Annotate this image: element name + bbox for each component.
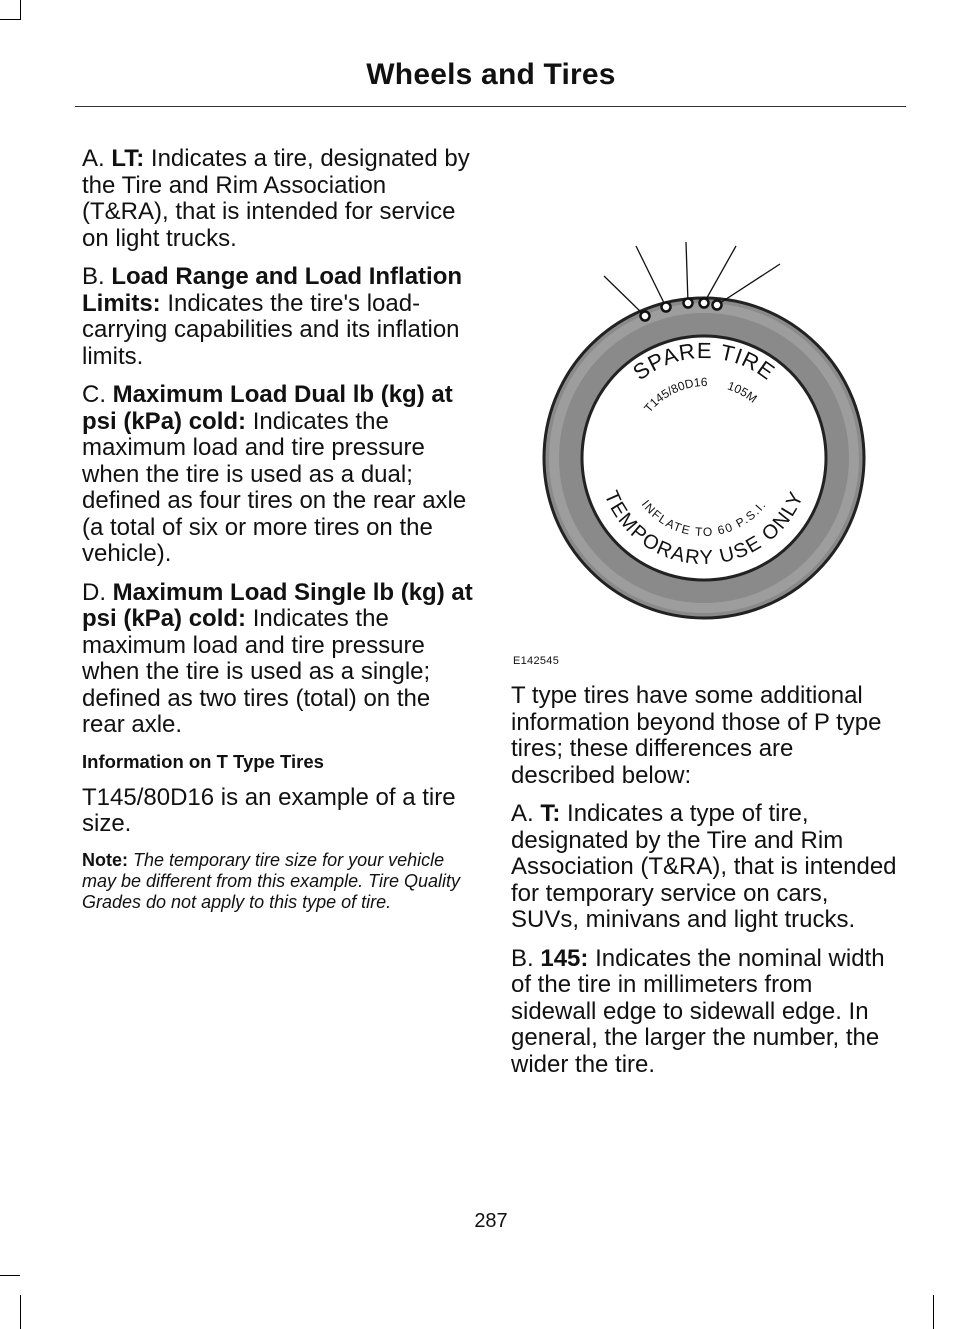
load-index-text: 105M xyxy=(725,378,760,406)
temporary-use-text: TEMPORARY USE ONLY xyxy=(599,487,809,570)
tire-inner-rim xyxy=(582,336,826,580)
section-subheading: Information on T Type Tires xyxy=(82,750,324,772)
definition-item: B. Load Range and Load Inflation Limits: Indicates the tire's load-carrying capabilities and its inflation limits. xyxy=(82,263,463,370)
note: Note: The temporary tire size for your vehicle may be different from this example. Tire Quality Grades do not apply to this type of tire. xyxy=(82,849,460,912)
definition-item: A. LT: Indicates a tire, designated by the Tire and Rim Association (T&RA), that is intended for service on light trucks. xyxy=(82,145,470,252)
crop-mark xyxy=(20,1295,21,1329)
definition-item: A. T: Indicates a type of tire, designated by the Tire and Rim Association (T&RA), that is intended for temporary service on cars, SUVs, minivans and light trucks. xyxy=(511,800,897,933)
spare-tire-text: SPARE TIRE xyxy=(628,337,780,386)
crop-mark xyxy=(933,1295,934,1329)
tire-illustration xyxy=(532,236,876,628)
crop-mark xyxy=(0,19,20,20)
definition-item: B. 145: Indicates the nominal width of the tire in millimeters from sidewall edge to sidewall edge. In general, the larger the number, the wider the tire. xyxy=(511,944,885,1078)
page-number: 287 xyxy=(474,1210,508,1232)
definition-item: C. Maximum Load Dual lb (kg) at psi (kPa) cold: Indicates the maximum load and tire pressure when the tire is used as a dual; defined as four tires on the rear axle (a total of six or more tires on the vehicle). xyxy=(82,381,467,567)
left-column xyxy=(82,146,474,925)
page-title: Wheels and Tires xyxy=(366,58,616,91)
inflate-text: INFLATE TO 60 P.S.I. xyxy=(638,497,770,540)
right-column xyxy=(511,683,903,1090)
figure-code: E142545 xyxy=(513,655,560,667)
crop-mark xyxy=(20,0,21,20)
crop-mark xyxy=(0,1275,20,1276)
definition-item: D. Maximum Load Single lb (kg) at psi (kPa) cold: Indicates the maximum load and tire pressure when the tire is used as a single; defined as two tires (total) on the rear axle. xyxy=(82,578,473,738)
tire-size-text: T145/80D16 xyxy=(641,374,708,416)
header-divider xyxy=(75,106,906,107)
intro-text: T type tires have some additional information beyond those of P type tires; these differences are described below: xyxy=(511,682,882,789)
example-text: T145/80D16 is an example of a tire size. xyxy=(82,783,456,837)
